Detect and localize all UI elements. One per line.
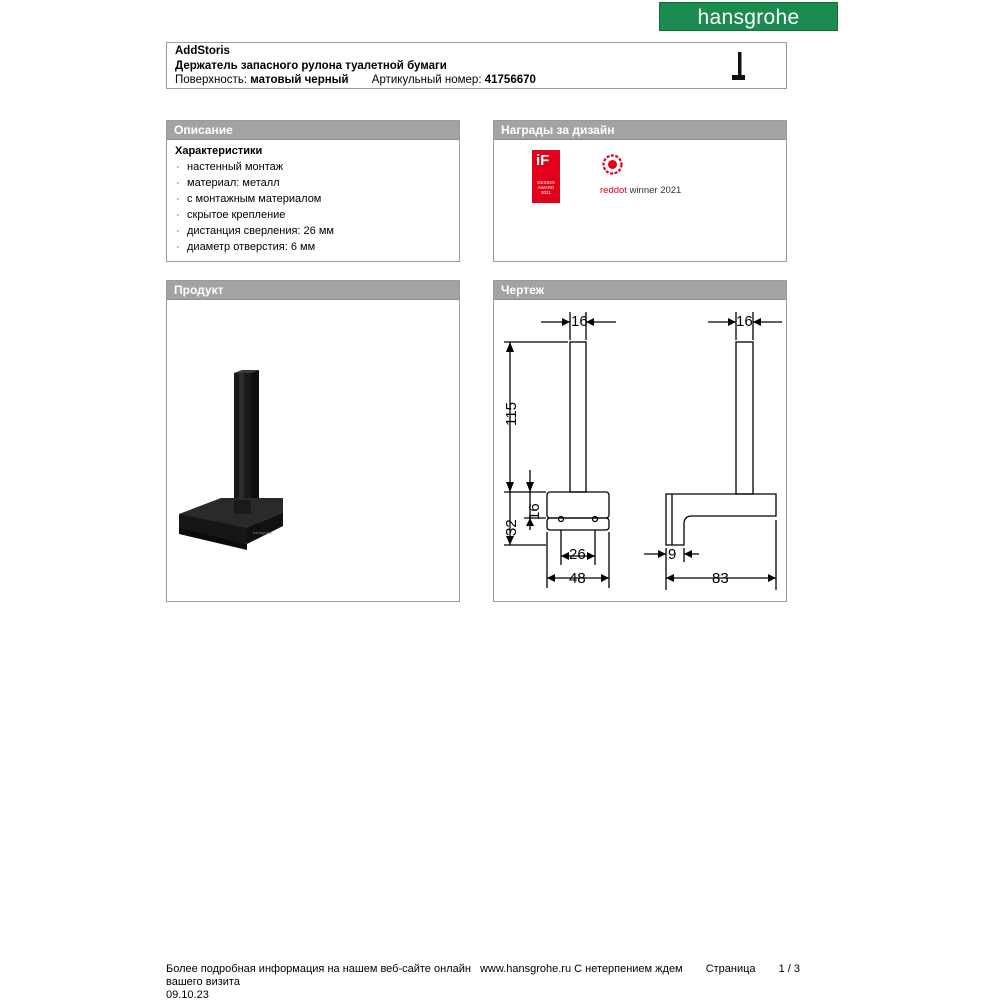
footer-page-number: 1 / 3 (778, 963, 801, 975)
reddot-logo-icon (602, 154, 623, 175)
awards-panel (493, 120, 787, 262)
feature-item: · дистанция сверления: 26 мм (175, 223, 451, 239)
product-thumbnail-icon (732, 52, 746, 84)
footer-visit: вашего визита (166, 976, 240, 988)
features-heading: Характеристики (175, 145, 263, 157)
article-number: 41756670 (484, 74, 536, 86)
front-plate (547, 518, 609, 530)
footer-date: 09.10.23 (166, 989, 209, 1001)
surface-value: матовый черный (250, 74, 349, 86)
product-title-bar: Продукт (167, 281, 459, 300)
feature-item: · диаметр отверстия: 6 мм (175, 239, 451, 255)
description-title: Описание (167, 121, 459, 140)
side-rod (736, 342, 753, 494)
page-footer (166, 963, 800, 1002)
front-hole-left (559, 517, 564, 522)
side-view (644, 312, 782, 590)
product-photo (167, 300, 459, 600)
drawing-title: Чертеж (494, 281, 786, 300)
dim-width-top-right: 16 (736, 313, 753, 330)
feature-item: · настенный монтаж (175, 159, 451, 175)
product-title: Держатель запасного рулона туалетной бумаги (175, 59, 447, 72)
dim-offset: 9 (668, 546, 677, 563)
technical-drawing (494, 300, 786, 600)
series-name: AddStoris (175, 45, 230, 57)
side-base (666, 494, 776, 545)
brand-logo: hansgrohe (659, 2, 838, 31)
description-panel (166, 120, 460, 262)
front-base (547, 492, 609, 518)
dim-base-width: 48 (569, 570, 586, 587)
dim-inner: 16 (526, 503, 543, 520)
footer-info: Более подробная информация на нашем веб-сайте онлайн (166, 963, 471, 975)
dim-width-top-left: 16 (571, 313, 588, 330)
dim-height-lower: 32 (503, 519, 520, 536)
dim-projection: 83 (712, 570, 729, 587)
front-view (503, 312, 616, 588)
reddot-award-label: reddot winner 2021 (600, 185, 682, 196)
product-panel (166, 280, 460, 602)
product-header (166, 42, 787, 89)
surface-label: Поверхность: (175, 74, 248, 86)
features-list (175, 159, 451, 255)
feature-item: · материал: металл (175, 175, 451, 191)
product-meta (175, 73, 778, 88)
awards-title: Награды за дизайн (494, 121, 786, 140)
footer-wait: С нетерпением ждем (574, 963, 683, 975)
front-rod (570, 342, 586, 492)
if-design-award-logo: iF DESIGN AWARD 2021 (532, 150, 560, 203)
product-engraving: hansgrohe (253, 530, 272, 535)
dim-height-upper: 115 (503, 402, 520, 426)
footer-page-label: Страница (705, 963, 756, 975)
dim-hole-spacing: 26 (569, 546, 586, 563)
article-label: Артикульный номер: (371, 74, 482, 86)
feature-item: · с монтажным материалом (175, 191, 451, 207)
footer-website-link[interactable]: www.hansgrohe.ru (479, 963, 572, 975)
front-hole-right (593, 517, 598, 522)
feature-item: · скрытое крепление (175, 207, 451, 223)
drawing-panel (493, 280, 787, 602)
